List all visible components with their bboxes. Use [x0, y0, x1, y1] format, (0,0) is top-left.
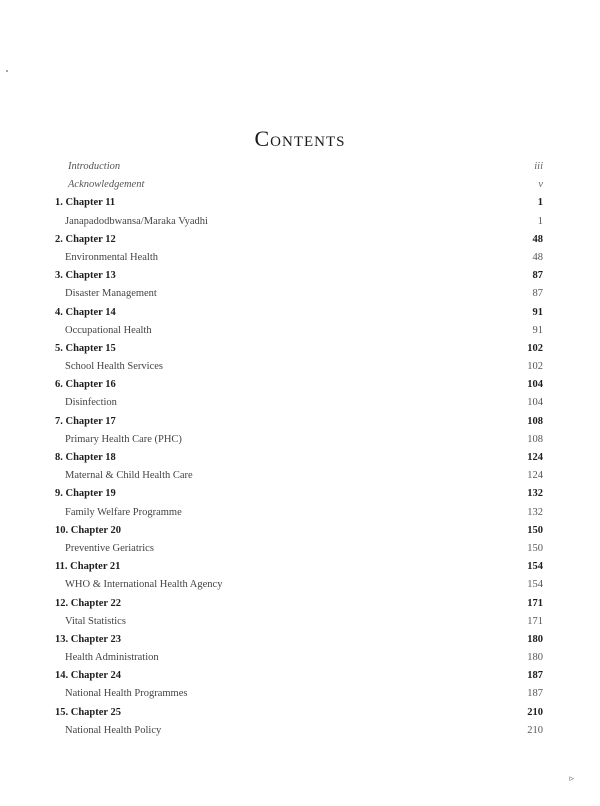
toc-chapter-heading[interactable]	[55, 485, 543, 503]
chapter-heading-label: 14. Chapter 24	[55, 670, 122, 682]
toc-chapter-topic[interactable]	[55, 576, 543, 594]
chapter-heading-label: 3. Chapter 13	[55, 270, 116, 282]
topic-page-number: 171	[527, 615, 543, 627]
toc-chapter-heading[interactable]	[55, 704, 543, 722]
chapter-heading-label: 7. Chapter 17	[55, 415, 116, 427]
topic-page-number: 124	[527, 470, 543, 482]
topic-page-number: 102	[527, 361, 543, 373]
chapter-heading-label: 11. Chapter 21	[55, 561, 121, 573]
chapter-page-number: 132	[527, 488, 543, 500]
topic-page-number: 1	[537, 215, 543, 227]
toc-chapter-heading[interactable]	[55, 340, 543, 358]
topic-page-number: 132	[527, 506, 543, 518]
toc-entry-label: Introduction	[68, 161, 121, 172]
toc-chapter-heading[interactable]	[55, 304, 543, 322]
chapter-topic-label: Family Welfare Programme	[65, 506, 182, 518]
chapter-list	[55, 194, 543, 740]
topic-page-number: 48	[532, 251, 543, 263]
toc-chapter-topic[interactable]	[55, 213, 543, 231]
chapter-topic-label: Janapadodbwansa/Maraka Vyadhi	[65, 215, 208, 227]
chapter-page-number: 102	[527, 342, 543, 354]
chapter-page-number: 210	[527, 706, 543, 718]
toc-chapter-topic[interactable]	[55, 431, 543, 449]
chapter-page-number: 150	[527, 524, 543, 536]
topic-page-number: 187	[527, 688, 543, 700]
chapter-topic-label: Preventive Geriatrics	[65, 542, 154, 554]
topic-page-number: 91	[532, 324, 543, 336]
chapter-topic-label: Primary Health Care (PHC)	[65, 433, 182, 445]
chapter-page-number: 187	[527, 670, 543, 682]
toc-chapter-topic[interactable]	[55, 540, 543, 558]
toc-chapter-heading[interactable]	[55, 267, 543, 285]
chapter-heading-label: 12. Chapter 22	[55, 597, 122, 609]
toc-chapter-topic[interactable]	[55, 322, 543, 340]
chapter-heading-label: 4. Chapter 14	[55, 306, 116, 318]
toc-chapter-heading[interactable]	[55, 413, 543, 431]
chapter-topic-label: WHO & International Health Agency	[65, 579, 223, 591]
topic-page-number: 180	[527, 652, 543, 664]
chapter-heading-label: 9. Chapter 19	[55, 488, 116, 500]
chapter-topic-label: Maternal & Child Health Care	[65, 470, 193, 482]
toc-chapter-topic[interactable]	[55, 285, 543, 303]
chapter-topic-label: National Health Policy	[65, 724, 162, 736]
toc-entry-label: Acknowledgement	[68, 179, 145, 191]
chapter-page-number: 91	[532, 306, 543, 318]
chapter-topic-label: National Health Programmes	[65, 688, 188, 700]
toc-chapter-topic[interactable]	[55, 722, 543, 740]
chapter-heading-label: 15. Chapter 25	[55, 706, 122, 718]
toc-chapter-topic[interactable]	[55, 613, 543, 631]
toc-chapter-topic[interactable]	[55, 649, 543, 667]
toc-chapter-heading[interactable]	[55, 194, 543, 212]
chapter-heading-label: 10. Chapter 20	[55, 524, 122, 536]
chapter-heading-label: 6. Chapter 16	[55, 379, 116, 391]
toc-chapter-heading[interactable]	[55, 449, 543, 467]
chapter-topic-label: Occupational Health	[65, 324, 152, 336]
toc-chapter-topic[interactable]	[55, 394, 543, 412]
toc-chapter-heading[interactable]	[55, 558, 543, 576]
chapter-page-number: 154	[527, 561, 543, 573]
chapter-topic-label: Environmental Health	[65, 251, 159, 263]
toc-chapter-topic[interactable]	[55, 685, 543, 703]
topic-page-number: 108	[527, 433, 543, 445]
toc-chapter-heading[interactable]	[55, 595, 543, 613]
chapter-heading-label: 5. Chapter 15	[55, 342, 116, 354]
chapter-page-number: 124	[527, 452, 543, 463]
toc-chapter-topic[interactable]	[55, 358, 543, 376]
chapter-heading-label: 2. Chapter 12	[55, 233, 116, 245]
toc-chapter-heading[interactable]	[55, 231, 543, 249]
topic-page-number: 87	[532, 288, 543, 300]
topic-page-number: 150	[527, 542, 543, 554]
chapter-page-number: 87	[532, 270, 543, 282]
toc-chapter-topic[interactable]	[55, 249, 543, 267]
chapter-heading-label: 1. Chapter 11	[55, 197, 116, 209]
toc-page-number: iii	[534, 161, 543, 172]
toc-chapter-topic[interactable]	[55, 467, 543, 485]
chapter-topic-label: Disaster Management	[65, 288, 157, 300]
table-of-contents	[55, 158, 543, 740]
toc-page-number: v	[538, 179, 543, 191]
toc-entry-introduction[interactable]	[55, 158, 543, 176]
toc-chapter-heading[interactable]	[55, 376, 543, 394]
page-title: Contents	[254, 126, 346, 151]
topic-page-number: 154	[527, 579, 543, 591]
corner-mark: ▹	[569, 773, 574, 783]
chapter-page-number: 48	[532, 233, 543, 245]
chapter-page-number: 104	[527, 379, 543, 391]
chapter-page-number: 171	[527, 597, 543, 609]
toc-chapter-heading[interactable]	[55, 631, 543, 649]
chapter-heading-label: 8. Chapter 18	[55, 452, 116, 463]
scan-speck	[6, 70, 8, 72]
chapter-page-number: 1	[537, 197, 543, 209]
chapter-page-number: 108	[527, 415, 543, 427]
topic-page-number: 210	[527, 724, 543, 736]
chapter-topic-label: Vital Statistics	[65, 615, 126, 627]
topic-page-number: 104	[527, 397, 543, 409]
toc-chapter-heading[interactable]	[55, 522, 543, 540]
chapter-page-number: 180	[527, 633, 543, 645]
chapter-heading-label: 13. Chapter 23	[55, 633, 122, 645]
chapter-topic-label: Disinfection	[65, 397, 117, 409]
chapter-topic-label: School Health Services	[65, 361, 163, 373]
toc-chapter-topic[interactable]	[55, 504, 543, 522]
toc-chapter-heading[interactable]	[55, 667, 543, 685]
chapter-topic-label: Health Administration	[65, 652, 159, 664]
toc-entry-acknowledgement[interactable]	[55, 176, 543, 194]
